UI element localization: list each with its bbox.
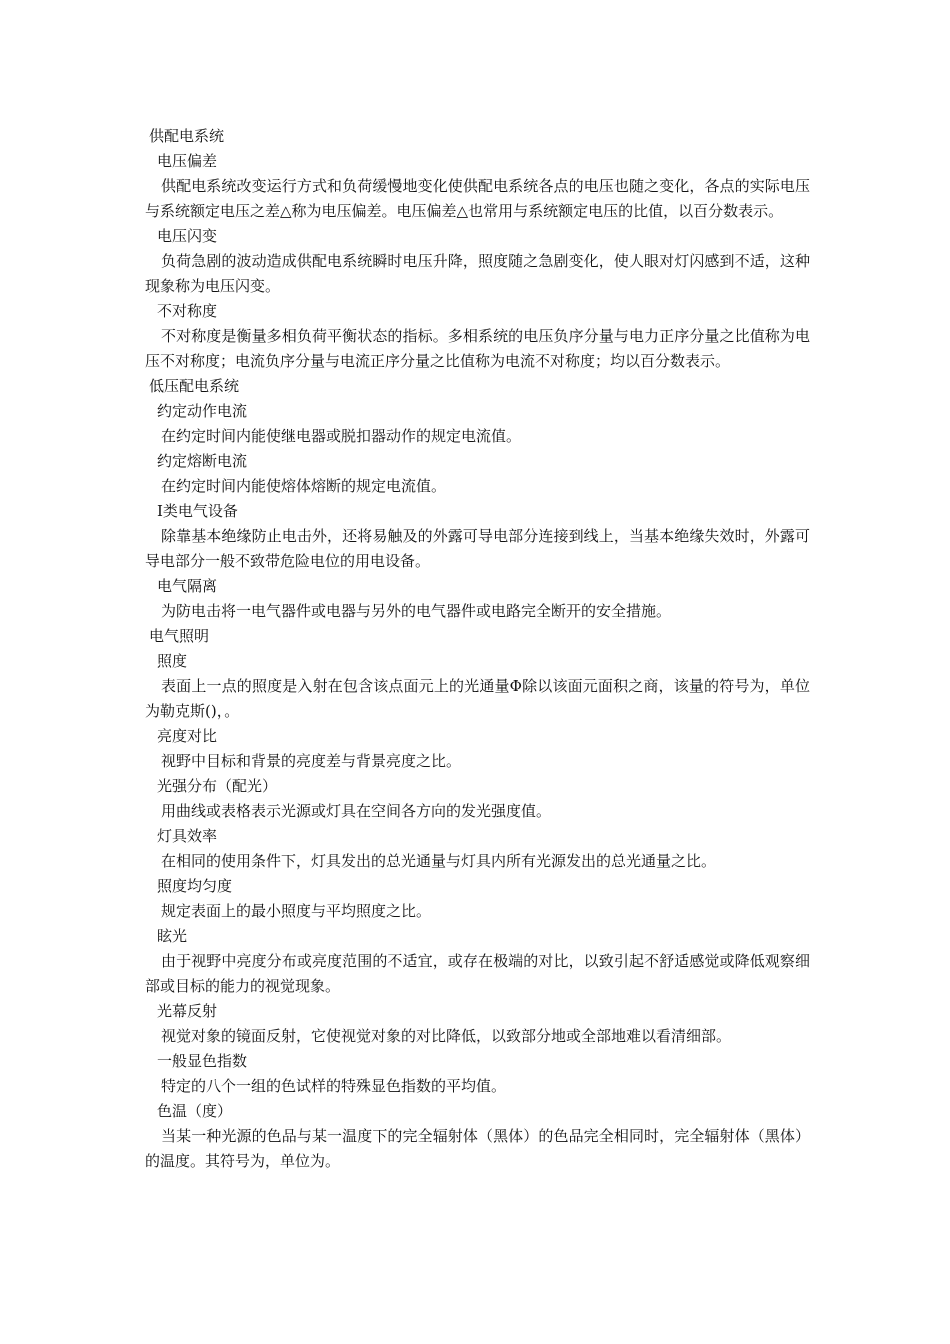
term-definition: 当某一种光源的色品与某一温度下的完全辐射体（黑体）的色品完全相同时，完全辐射体（黑体）的温度。其符号为，单位为。 — [145, 1127, 810, 1170]
term-definition: 表面上一点的照度是入射在包含该点面元上的光通量Φ除以该面元面积之商，该量的符号为，单位为勒克斯()，。 — [145, 677, 810, 720]
section-title: 供配电系统 — [149, 127, 225, 145]
term-definition: 除靠基本绝缘防止电击外，还将易触及的外露可导电部分连接到线上，当基本绝缘失效时，外露可导电部分一般不致带危险电位的用电设备。 — [145, 527, 810, 570]
section-title: 低压配电系统 — [149, 377, 240, 395]
term-definition: 规定表面上的最小照度与平均照度之比。 — [161, 902, 432, 920]
term-definition: 在约定时间内能使熔体熔断的规定电流值。 — [161, 477, 447, 495]
term-heading: 不对称度 — [157, 302, 218, 320]
document-body — [145, 124, 810, 1174]
term-heading: 电压闪变 — [157, 227, 218, 245]
term-definition: 在约定时间内能使继电器或脱扣器动作的规定电流值。 — [161, 427, 522, 445]
term-definition: 特定的八个一组的色试样的特殊显色指数的平均值。 — [161, 1077, 507, 1095]
term-definition: 负荷急剧的波动造成供配电系统瞬时电压升降，照度随之急剧变化，使人眼对灯闪感到不适，这种现象称为电压闪变。 — [145, 252, 810, 295]
term-definition: 用曲线或表格表示光源或灯具在空间各方向的发光强度值。 — [161, 802, 552, 820]
term-heading: 一般显色指数 — [157, 1052, 248, 1070]
term-heading: 照度均匀度 — [157, 877, 233, 895]
term-heading: 光强分布（配光） — [157, 777, 278, 795]
term-heading: 电气隔离 — [157, 577, 218, 595]
term-definition: 不对称度是衡量多相负荷平衡状态的指标。多相系统的电压负序分量与电力正序分量之比值称为电压不对称度；电流负序分量与电流正序分量之比值称为电流不对称度；均以百分数表示。 — [145, 327, 810, 370]
term-definition: 为防电击将一电气器件或电器与另外的电气器件或电路完全断开的安全措施。 — [161, 602, 672, 620]
term-heading: 照度 — [157, 652, 188, 670]
term-heading: Ⅰ类电气设备 — [157, 502, 238, 520]
term-definition: 由于视野中亮度分布或亮度范围的不适宜，或存在极端的对比，以致引起不舒适感觉或降低观察细部或目标的能力的视觉现象。 — [145, 952, 810, 995]
term-heading: 亮度对比 — [157, 727, 218, 745]
term-definition: 视觉对象的镜面反射，它使视觉对象的对比降低，以致部分地或全部地难以看清细部。 — [161, 1027, 732, 1045]
term-heading: 光幕反射 — [157, 1002, 218, 1020]
term-definition: 供配电系统改变运行方式和负荷缓慢地变化使供配电系统各点的电压也随之变化，各点的实际电压与系统额定电压之差△称为电压偏差。电压偏差△也常用与系统额定电压的比值，以百分数表示。 — [145, 177, 810, 220]
section-title: 电气照明 — [149, 627, 210, 645]
term-definition: 视野中目标和背景的亮度差与背景亮度之比。 — [161, 752, 462, 770]
term-heading: 色温（度） — [157, 1102, 233, 1120]
term-heading: 灯具效率 — [157, 827, 218, 845]
term-heading: 眩光 — [157, 927, 188, 945]
term-heading: 约定熔断电流 — [157, 452, 248, 470]
term-definition: 在相同的使用条件下，灯具发出的总光通量与灯具内所有光源发出的总光通量之比。 — [161, 852, 717, 870]
term-heading: 约定动作电流 — [157, 402, 248, 420]
term-heading: 电压偏差 — [157, 152, 218, 170]
